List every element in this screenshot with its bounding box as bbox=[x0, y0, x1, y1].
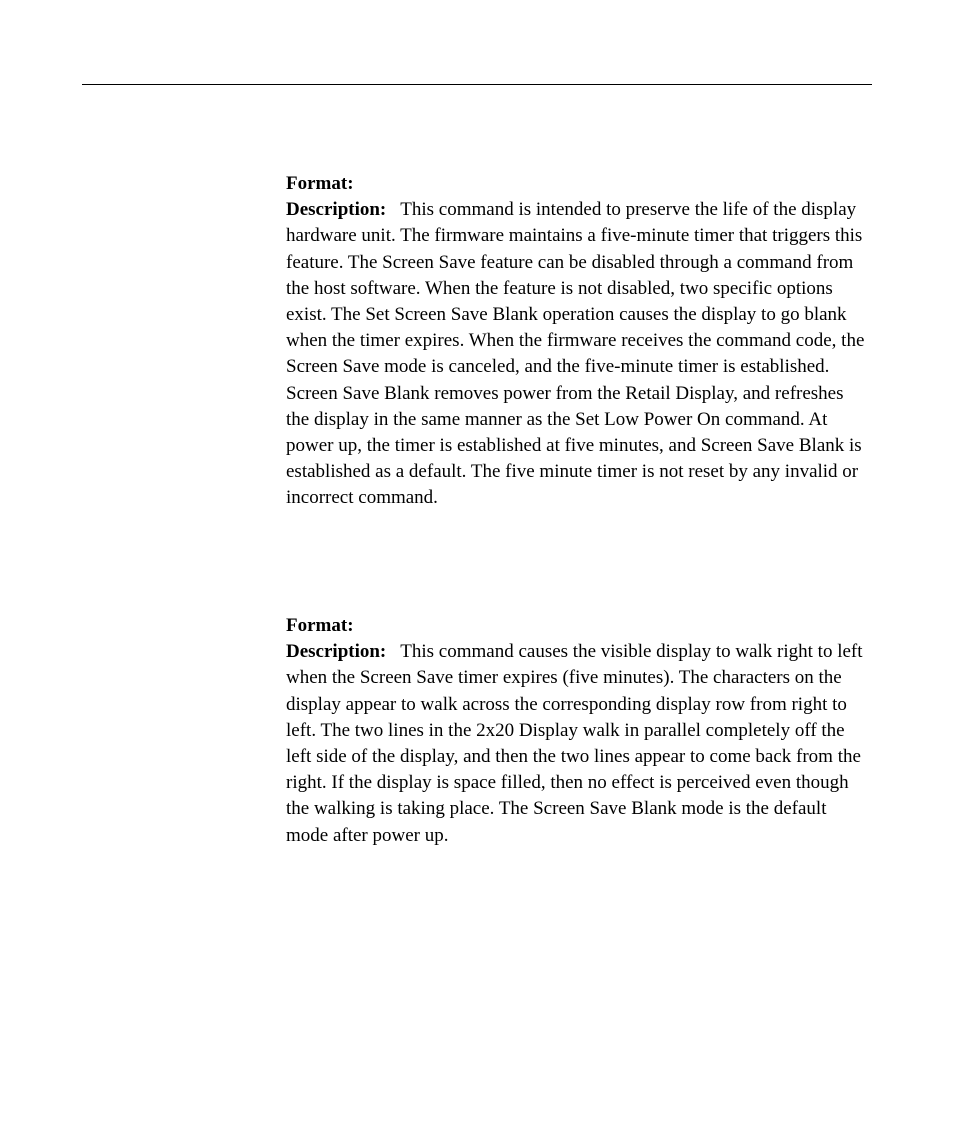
header-rule bbox=[82, 84, 872, 85]
format-label: Format: bbox=[286, 615, 354, 636]
description-row bbox=[286, 639, 871, 849]
description-row bbox=[286, 197, 871, 511]
description-label: Description: bbox=[286, 199, 387, 221]
command-section-screen-save-walk bbox=[286, 613, 871, 849]
format-row bbox=[286, 171, 871, 197]
command-section-screen-save-blank bbox=[286, 171, 871, 512]
format-row bbox=[286, 613, 871, 639]
description-label: Description: bbox=[286, 641, 387, 663]
description-text: This command is intended to preserve the life of the display hardware unit. The firmware maintains a five-minute timer that triggers this feature. The Screen Save feature can be disabled through a command from the host software. When the feature is not disabled, two specific options exist. The Set Screen Save Blank operation causes the display to go blank when the timer expires. When the firmware receives the command code, the Screen Save mode is canceled, and the five-minute timer is established. Screen Save Blank removes power from the Retail Display, and refreshes the display in the same manner as the Set Low Power On command. At power up, the timer is established at five minutes, and Screen Save Blank is established as a default. The five minute timer is not reset by any invalid or incorrect command. bbox=[286, 199, 865, 509]
format-label: Format: bbox=[286, 173, 354, 194]
description-text: This command causes the visible display to walk right to left when the Screen Save timer expires (five minutes). The characters on the display appear to walk across the corresponding display row from right to left. The two lines in the 2x20 Display walk in parallel completely off the left side of the display, and then the two lines appear to come back from the right. If the display is space filled, then no effect is perceived even though the walking is taking place. The Screen Save Blank mode is the default mode after power up. bbox=[286, 641, 863, 846]
